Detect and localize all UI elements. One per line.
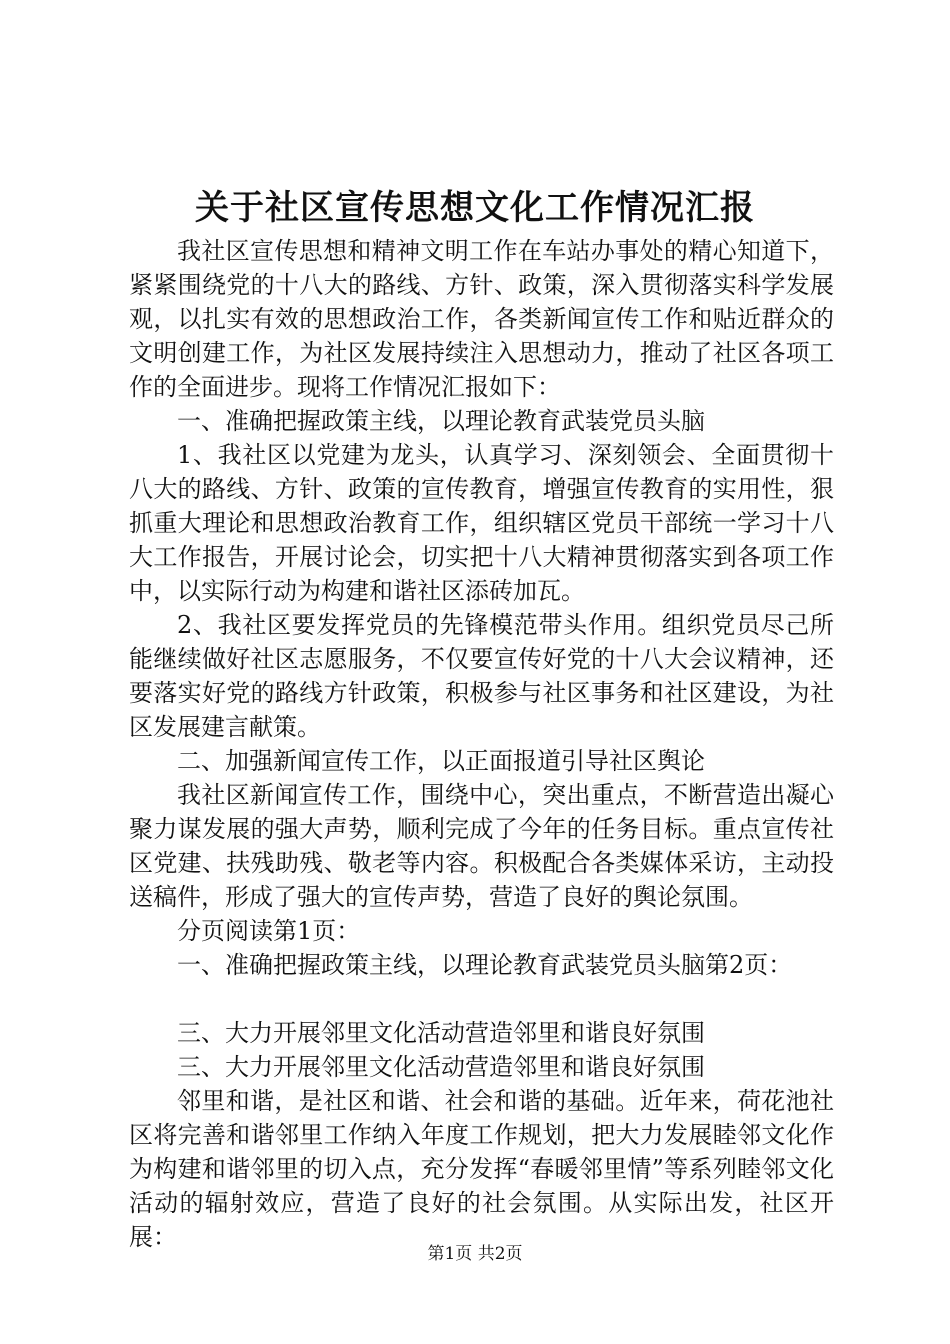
paragraph-item-1: 1、我社区以党建为龙头，认真学习、深刻领会、全面贯彻十八大的路线、方针、政策的宣传教育，增强宣传教育的实用性，狠抓重大理论和思想政治教育工作，组织辖区党员干部统一学习十八大工作报告，开展讨论会，切实把十八大精神贯彻落实到各项工作中，以实际行动为构建和谐社区添砖加瓦。 — [129, 441, 834, 605]
page-reading-label: 分页阅读第1页： — [177, 917, 361, 945]
section-heading-3: 三、大力开展邻里文化活动营造邻里和谐良好氛围 — [177, 1019, 705, 1047]
document-title: 关于社区宣传思想文化工作情况汇报 — [195, 188, 755, 228]
news-paragraph: 我社区新闻宣传工作，围绕中心，突出重点，不断营造出凝心聚力谋发展的强大声势，顺利完成了今年的任务目标。重点宣传社区党建、扶残助残、敬老等内容。积极配合各类媒体采访，主动投送稿件，形成了强大的宣传声势，营造了良好的舆论氛围。 — [129, 781, 834, 911]
neighborhood-paragraph: 邻里和谐，是社区和谐、社会和谐的基础。近年来，荷花池社区将完善和谐邻里工作纳入年度工作规划，把大力发展睦邻文化作为构建和谐邻里的切入点，充分发挥“春暖邻里情”等系列睦邻文化活动的辐射效应，营造了良好的社会氛围。从实际出发，社区开展： — [129, 1087, 834, 1251]
document-body — [129, 234, 834, 1254]
section-heading-3-repeat: 三、大力开展邻里文化活动营造邻里和谐良好氛围 — [177, 1053, 705, 1081]
section-heading-1: 一、准确把握政策主线，以理论教育武装党员头脑 — [177, 407, 705, 435]
page-footer: 第1页 共2页 — [427, 1244, 523, 1264]
page-reading-entry: 一、准确把握政策主线，以理论教育武装党员头脑第2页： — [177, 951, 793, 979]
intro-paragraph: 我社区宣传思想和精神文明工作在车站办事处的精心知道下，紧紧围绕党的十八大的路线、方针、政策，深入贯彻落实科学发展观，以扎实有效的思想政治工作，各类新闻宣传工作和贴近群众的文明创建工作，为社区发展持续注入思想动力，推动了社区各项工作的全面进步。现将工作情况汇报如下： — [129, 237, 834, 401]
section-heading-2: 二、加强新闻宣传工作，以正面报道引导社区舆论 — [177, 747, 705, 775]
paragraph-item-2: 2、我社区要发挥党员的先锋模范带头作用。组织党员尽己所能继续做好社区志愿服务，不仅要宣传好党的十八大会议精神，还要落实好党的路线方针政策，积极参与社区事务和社区建设，为社区发展建言献策。 — [129, 611, 834, 741]
blank-line — [129, 982, 834, 1016]
